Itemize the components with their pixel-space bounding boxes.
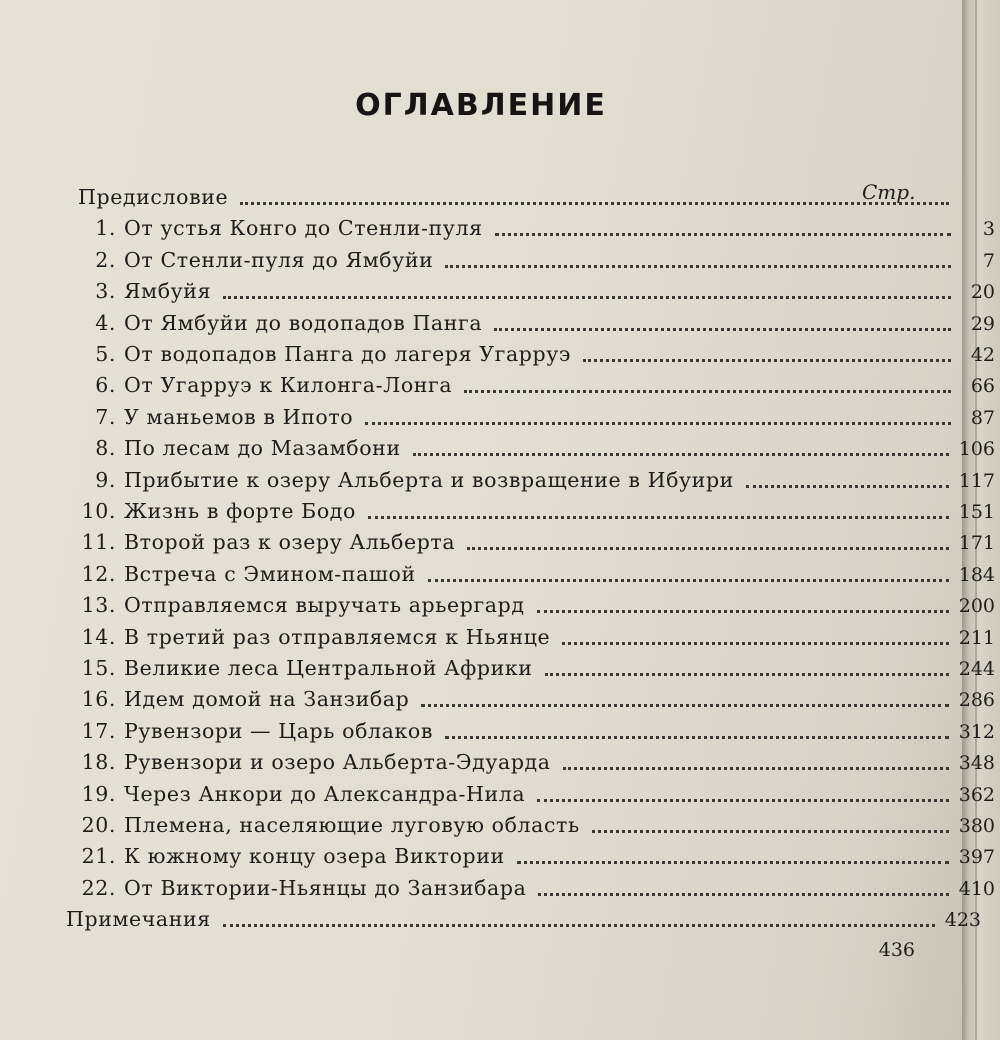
toc-entry-page: 106 bbox=[958, 438, 995, 461]
toc-entry-page: 312 bbox=[958, 720, 995, 743]
toc-entry-page: 66 bbox=[970, 375, 995, 398]
toc-entry bbox=[0, 562, 995, 593]
toc-entry bbox=[0, 436, 995, 467]
toc-entry-title: Отправляемся выручать арьергард bbox=[124, 593, 525, 618]
toc-entry bbox=[0, 530, 995, 561]
toc-entry-number: 1. bbox=[95, 216, 116, 241]
toc-entry-page: 200 bbox=[958, 595, 995, 618]
toc-entry-title: Жизнь в форте Бодо bbox=[124, 499, 356, 523]
toc-entry-number: 7. bbox=[95, 404, 116, 429]
toc-entry bbox=[0, 687, 995, 718]
toc-entry-title: У маньемов в Ипото bbox=[124, 404, 354, 429]
toc-entry-page: 286 bbox=[958, 689, 995, 712]
toc-entry bbox=[0, 216, 995, 247]
toc-entry-number: 4. bbox=[95, 310, 116, 335]
toc-entry-title: От устья Конго до Стенли-пуля bbox=[124, 216, 483, 241]
toc-entry bbox=[0, 311, 995, 342]
toc-entry-title: По лесам до Мазамбони bbox=[124, 436, 401, 461]
toc-entry-title: От Стенли-пуля до Ямбуйи bbox=[124, 247, 434, 272]
toc-dot-leader bbox=[537, 609, 949, 613]
toc-entry bbox=[0, 342, 995, 373]
toc-entry-number: 20. bbox=[81, 813, 116, 837]
toc-dot-leader bbox=[592, 829, 949, 833]
toc-dot-leader bbox=[368, 515, 949, 519]
toc-dot-leader bbox=[365, 421, 951, 425]
toc-dot-leader bbox=[445, 735, 949, 739]
toc-entry-number: 13. bbox=[81, 593, 116, 618]
toc-entry-number: 8. bbox=[95, 436, 116, 461]
toc-entry-page: 397 bbox=[958, 846, 995, 869]
toc-entry bbox=[0, 876, 995, 907]
toc-dot-leader bbox=[562, 641, 948, 645]
toc-entry bbox=[0, 844, 995, 875]
toc-entry-page: 3 bbox=[982, 218, 995, 241]
toc-entry bbox=[0, 750, 995, 781]
toc-dot-leader bbox=[464, 389, 951, 393]
page-title: ОГЛАВЛЕНИЕ bbox=[355, 88, 607, 123]
toc-entry-number: 3. bbox=[95, 279, 116, 304]
toc-entry-number: 6. bbox=[95, 373, 116, 398]
toc-entry-title: Прибытие к озеру Альберта и возвращение в Ибуири bbox=[124, 467, 734, 492]
toc-entry-number: 14. bbox=[81, 624, 116, 649]
toc-entry-page: 211 bbox=[958, 626, 995, 649]
toc-entry-page: 171 bbox=[958, 532, 995, 555]
toc-dot-leader bbox=[428, 578, 949, 582]
toc-entry-number: 21. bbox=[81, 844, 116, 869]
toc-entry-title: Примечания bbox=[66, 907, 211, 932]
toc-entry-page: 151 bbox=[958, 501, 995, 523]
toc-entry-page: 29 bbox=[970, 312, 995, 335]
toc-entry-title: В третий раз отправляемся к Ньянце bbox=[124, 624, 551, 649]
toc-entry bbox=[0, 279, 995, 310]
toc-entry-number: 18. bbox=[81, 750, 116, 775]
toc-entry bbox=[0, 593, 995, 624]
toc-entry bbox=[0, 782, 995, 813]
toc-entry-number: 2. bbox=[95, 247, 116, 272]
toc-entry-title: Племена, населяющие луговую область bbox=[124, 813, 580, 837]
toc-entry-title: Рувензори и озеро Альберта-Эдуарда bbox=[124, 750, 551, 775]
toc-entry-page: 7 bbox=[982, 249, 995, 272]
toc-entry-page: 117 bbox=[958, 469, 995, 492]
toc-entry-page: 362 bbox=[958, 783, 995, 806]
toc-dot-leader bbox=[413, 452, 949, 456]
toc-entry-page: 423 bbox=[944, 909, 981, 932]
toc-entry-title: Идем домой на Занзибар bbox=[124, 687, 410, 712]
toc-entry-number: 15. bbox=[81, 656, 116, 680]
toc-entry-number: 5. bbox=[95, 342, 116, 366]
toc-entry-number: 16. bbox=[81, 687, 116, 712]
page-column-label: Стр. bbox=[862, 180, 916, 204]
toc-entry-title: От Виктории-Ньянцы до Занзибара bbox=[124, 875, 527, 900]
toc-dot-leader bbox=[240, 201, 949, 205]
toc-entry bbox=[0, 499, 995, 530]
toc-entry-page: 410 bbox=[958, 877, 995, 900]
toc-entry-page: 20 bbox=[970, 281, 995, 304]
toc-dot-leader bbox=[583, 358, 951, 362]
toc-entry-number: 19. bbox=[81, 781, 116, 806]
toc-entry-title: Рувензори — Царь облаков bbox=[124, 718, 433, 743]
toc-entry-number: 22. bbox=[81, 875, 116, 900]
toc-entry bbox=[0, 185, 993, 216]
toc-entry-number: 17. bbox=[81, 718, 116, 743]
toc-entry bbox=[0, 719, 995, 750]
toc-dot-leader bbox=[545, 672, 949, 676]
toc-entry-page: 436 bbox=[878, 938, 915, 961]
toc-entry-title: Предисловие bbox=[78, 185, 229, 209]
toc-entry-page: 380 bbox=[958, 815, 995, 837]
toc-dot-leader bbox=[517, 860, 949, 864]
toc-entry-title: Ямбуйя bbox=[124, 279, 212, 304]
toc-entry-title: От Ямбуйи до водопадов Панга bbox=[124, 310, 483, 335]
toc-entry-title: К южному концу озера Виктории bbox=[124, 844, 505, 869]
toc-dot-leader bbox=[467, 546, 949, 550]
toc-entry-title: Великие леса Центральной Африки bbox=[124, 656, 533, 680]
toc-dot-leader bbox=[537, 798, 949, 802]
toc-entry bbox=[0, 405, 995, 436]
toc-entry bbox=[0, 907, 981, 938]
toc-entry-number: 9. bbox=[95, 467, 116, 492]
toc-entry bbox=[0, 656, 995, 687]
toc-entry-page: 87 bbox=[970, 406, 995, 429]
toc-entry-number: 10. bbox=[81, 499, 116, 523]
toc-entry bbox=[0, 813, 995, 844]
toc-entry-title: От Угарруэ к Килонга-Лонга bbox=[124, 373, 453, 398]
toc-dot-leader bbox=[563, 766, 949, 770]
toc-entry-page: 348 bbox=[958, 752, 995, 775]
toc-dot-leader bbox=[494, 327, 951, 331]
toc-entry bbox=[0, 625, 995, 656]
toc-dot-leader bbox=[445, 264, 951, 268]
toc-entry-title: Через Анкори до Александра-Нила bbox=[124, 781, 526, 806]
toc-dot-leader bbox=[421, 703, 948, 707]
toc-entry-page: 184 bbox=[958, 563, 995, 586]
toc-dot-leader bbox=[223, 923, 935, 927]
toc-dot-leader bbox=[495, 232, 951, 236]
toc-dot-leader bbox=[746, 484, 949, 488]
toc-entry-number: 12. bbox=[81, 561, 116, 586]
toc-entry-title: От водопадов Панга до лагеря Угарруэ bbox=[124, 342, 571, 366]
toc-entry bbox=[0, 248, 995, 279]
toc-entry-number: 11. bbox=[81, 530, 116, 555]
toc-entry-page: 244 bbox=[958, 658, 995, 680]
toc-dot-leader bbox=[538, 892, 948, 896]
toc-entry bbox=[0, 939, 915, 970]
toc-entry-title: Второй раз к озеру Альберта bbox=[124, 530, 456, 555]
toc-entry-title: Встреча с Эмином-пашой bbox=[124, 561, 416, 586]
toc-entry bbox=[0, 373, 995, 404]
toc-entry bbox=[0, 468, 995, 499]
toc-entry-page: 42 bbox=[970, 344, 995, 366]
toc-dot-leader bbox=[223, 295, 951, 299]
